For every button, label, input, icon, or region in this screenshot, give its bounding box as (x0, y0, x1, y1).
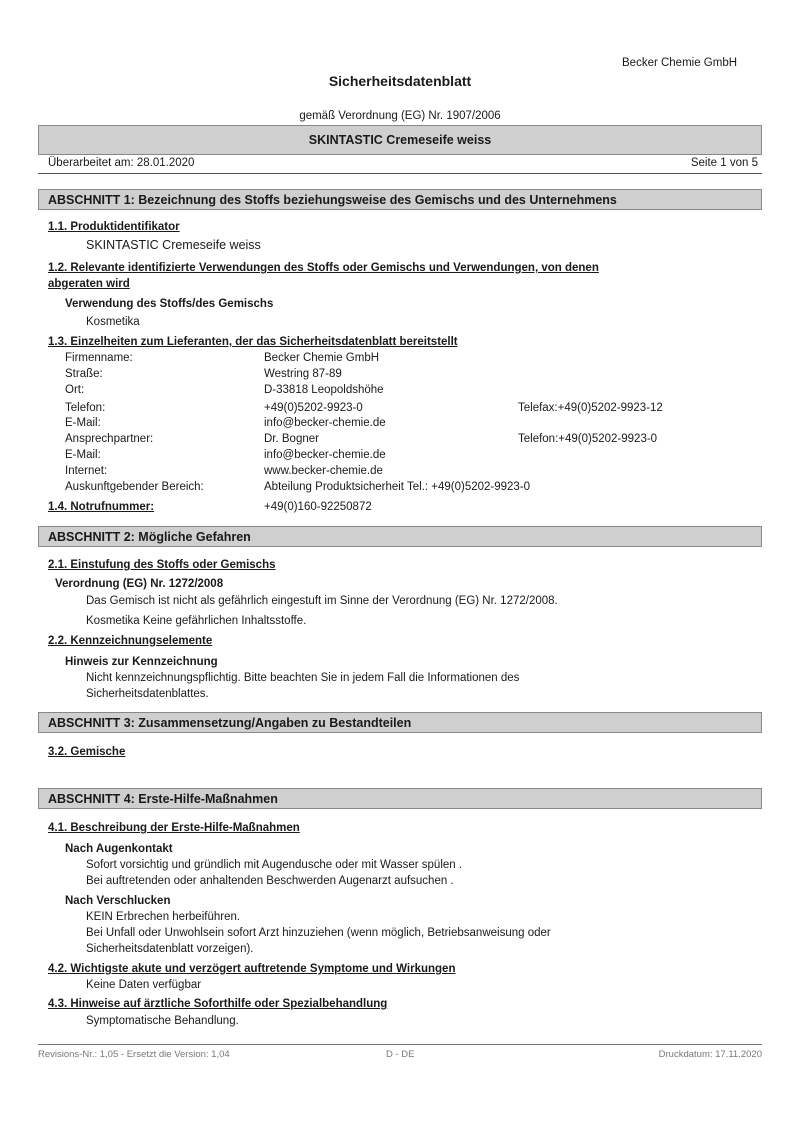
s2-2-subheading: Hinweis zur Kennzeichnung (65, 656, 218, 668)
supplier-value: info@becker-chemie.de (264, 417, 386, 429)
s4-2-title: 4.2. Wichtigste akute und verzögert auftretende Symptome und Wirkungen (48, 963, 456, 975)
s2-1-line: Das Gemisch ist nicht als gefährlich eingestuft im Sinne der Verordnung (EG) Nr. 1272/2008. (86, 595, 558, 607)
s2-1-title: 2.1. Einstufung des Stoffs oder Gemischs (48, 559, 276, 571)
eye-contact-line: Bei auftretenden oder anhaltenden Beschwerden Augenarzt aufsuchen . (86, 875, 454, 887)
s1-2-subheading: Verwendung des Stoffs/des Gemischs (65, 298, 274, 310)
print-date: Druckdatum: 17.11.2020 (658, 1049, 762, 1060)
language-code: D - DE (386, 1049, 415, 1060)
supplier-label: Internet: (65, 465, 108, 477)
swallow-line: Bei Unfall oder Unwohlsein sofort Arzt hinzuziehen (wenn möglich, Betriebsanweisung oder (86, 927, 551, 939)
s2-2-line: Nicht kennzeichnungspflichtig. Bitte beachten Sie in jedem Fall die Informationen des (86, 672, 520, 684)
eye-contact-subheading: Nach Augenkontakt (65, 843, 173, 855)
s1-1-title: 1.1. Produktidentifikator (48, 221, 180, 233)
supplier-label: Telefon: (65, 402, 106, 414)
supplier-label: E-Mail: (65, 417, 101, 429)
supplier-label: Auskunftgebender Bereich: (65, 481, 204, 493)
supplier-value: Abteilung Produktsicherheit Tel.: +49(0)5202-9923-0 (264, 481, 531, 493)
product-banner (38, 125, 762, 155)
supplier-value: Dr. Bogner (264, 433, 319, 445)
supplier-value: info@becker-chemie.de (264, 449, 386, 461)
supplier-value: Westring 87-89 (264, 368, 342, 380)
s1-3-title: 1.3. Einzelheiten zum Lieferanten, der das Sicherheitsdatenblatt bereitstellt (48, 336, 458, 348)
s2-1-line: Kosmetika Keine gefährlichen Inhaltsstoffe. (86, 615, 307, 627)
s3-2-title: 3.2. Gemische (48, 746, 126, 758)
section-4-heading: ABSCHNITT 4: Erste-Hilfe-Maßnahmen (38, 788, 762, 809)
s2-2-line: Sicherheitsdatenblattes. (86, 688, 209, 700)
supplier-label: Ansprechpartner: (65, 433, 154, 445)
swallow-line: Sicherheitsdatenblatt vorzeigen). (86, 943, 254, 955)
header-divider (38, 173, 762, 174)
emergency-number: +49(0)160-92250872 (264, 501, 372, 513)
supplier-label: Straße: (65, 368, 103, 380)
s1-2-value: Kosmetika (86, 316, 140, 328)
s4-3-title: 4.3. Hinweise auf ärztliche Soforthilfe oder Spezialbehandlung (48, 998, 388, 1010)
section-2-heading: ABSCHNITT 2: Mögliche Gefahren (38, 526, 762, 547)
supplier-value: www.becker-chemie.de (264, 465, 383, 477)
s4-1-title: 4.1. Beschreibung der Erste-Hilfe-Maßnahmen (48, 822, 300, 834)
s1-2-title: 1.2. Relevante identifizierte Verwendungen des Stoffs oder Gemischs und Verwendungen, von denen (48, 262, 599, 274)
section-1-heading: ABSCHNITT 1: Bezeichnung des Stoffs beziehungsweise des Gemischs und des Unternehmens (38, 189, 762, 210)
swallow-line: KEIN Erbrechen herbeiführen. (86, 911, 241, 923)
s1-1-value: SKINTASTIC Cremeseife weiss (86, 238, 261, 252)
swallow-subheading: Nach Verschlucken (65, 895, 171, 907)
supplier-value: Becker Chemie GmbH (264, 352, 380, 364)
supplier-label: Ort: (65, 384, 85, 396)
footer-divider (38, 1044, 762, 1045)
revision-number: Revisions-Nr.: 1,05 - Ersetzt die Version: 1,04 (38, 1049, 230, 1060)
company-name: Becker Chemie GmbH (622, 57, 738, 69)
s4-3-value: Symptomatische Behandlung. (86, 1015, 239, 1027)
product-name: SKINTASTIC Cremeseife weiss (308, 133, 492, 147)
supplier-value: D-33818 Leopoldshöhe (264, 384, 384, 396)
section-3-heading: ABSCHNITT 3: Zusammensetzung/Angaben zu Bestandteilen (38, 712, 762, 733)
s2-2-title: 2.2. Kennzeichnungselemente (48, 635, 213, 647)
eye-contact-line: Sofort vorsichtig und gründlich mit Augendusche oder mit Wasser spülen . (86, 859, 463, 871)
s1-2-title-cont: abgeraten wird (48, 278, 130, 290)
regulation-line: gemäß Verordnung (EG) Nr. 1907/2006 (299, 110, 501, 122)
supplier-label: Firmenname: (65, 352, 133, 364)
revised-date: Überarbeitet am: 28.01.2020 (48, 157, 195, 169)
supplier-label: E-Mail: (65, 449, 101, 461)
supplier-fax: Telefax:+49(0)5202-9923-12 (518, 402, 663, 414)
supplier-value: +49(0)5202-9923-0 (264, 402, 363, 414)
s1-4-title: 1.4. Notrufnummer: (48, 501, 155, 513)
s2-1-subheading: Verordnung (EG) Nr. 1272/2008 (55, 578, 224, 590)
contact-phone: Telefon:+49(0)5202-9923-0 (518, 433, 658, 445)
document-title: Sicherheitsdatenblatt (328, 73, 472, 89)
s4-2-value: Keine Daten verfügbar (86, 979, 202, 991)
page-number: Seite 1 von 5 (690, 157, 758, 169)
